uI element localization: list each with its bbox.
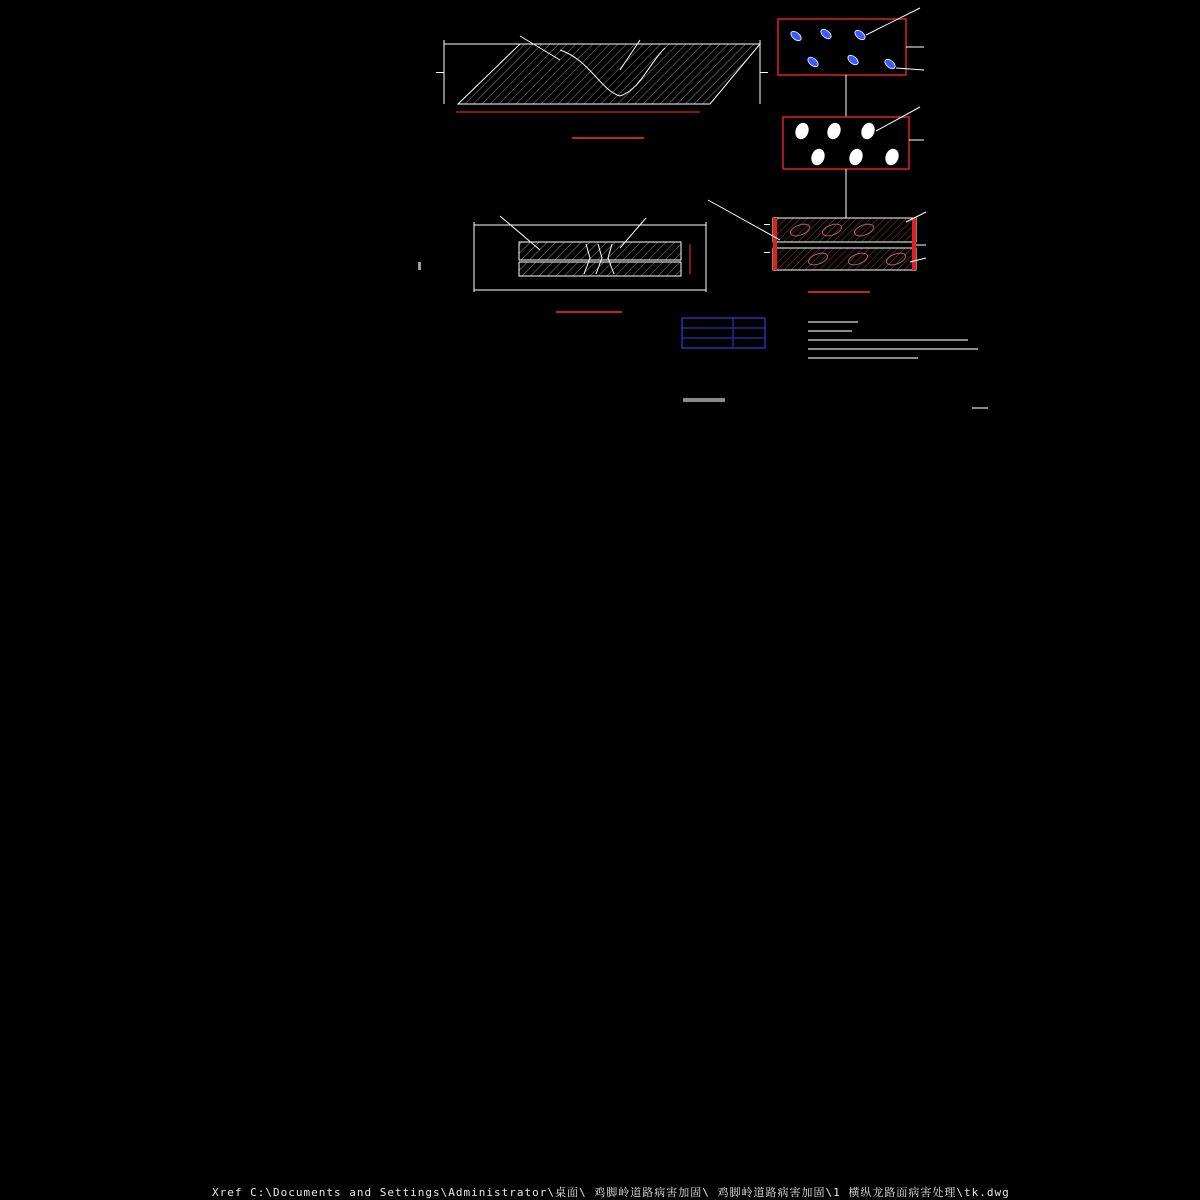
white-hole-5: [848, 147, 865, 166]
material-table: [682, 318, 765, 348]
step-3-right-cap: [912, 218, 916, 270]
step-1-frame: [778, 19, 906, 75]
step-3-slab-bottom: [773, 248, 916, 270]
blue-hole-5: [846, 53, 860, 66]
blue-hole-3: [853, 28, 867, 41]
xref-path-footer: Xref C:\Documents and Settings\Administrator\桌面\ 鸡脚岭道路病害加固\ 鸡脚岭道路病害加固\1 横纵龙路面病害处理\tk.dwg: [212, 1186, 1010, 1199]
step-3-leader-a: [708, 200, 780, 240]
step-1-panel: [778, 8, 924, 75]
drawing-number-stroke: [972, 407, 988, 409]
white-hole-3: [860, 121, 877, 140]
oblique-crack-view: [436, 36, 768, 138]
blue-hole-4: [806, 55, 820, 68]
view1-right-marker: [760, 72, 768, 73]
step-2-leader-a: [876, 107, 920, 131]
notes-line-4: [808, 348, 978, 350]
step-3-dim-left-2: [764, 252, 770, 253]
material-table-frame: [682, 318, 765, 348]
white-hole-4: [810, 147, 827, 166]
view1-left-marker: [436, 72, 444, 73]
step-1-leader-c: [896, 68, 924, 70]
side-mark: [418, 262, 421, 270]
longitudinal-crack-view: [418, 216, 706, 312]
white-hole-1: [794, 121, 811, 140]
step-2-panel: [783, 107, 924, 169]
view1-hatched-road: [458, 44, 760, 104]
step-3-left-cap: [773, 218, 777, 270]
blue-hole-2: [819, 27, 833, 40]
white-hole-2: [826, 121, 843, 140]
notes-block: [808, 321, 978, 359]
notes-line-1: [808, 321, 858, 323]
step-1-leader-a: [866, 8, 920, 35]
step-3-panel: [708, 200, 926, 292]
blue-hole-6: [883, 57, 897, 70]
blue-hole-1: [789, 29, 803, 42]
notes-line-2: [808, 330, 852, 332]
sheet-title-stroke: [683, 398, 725, 402]
step-3-dim-left: [764, 224, 770, 225]
step-3-slab-top: [773, 218, 916, 242]
notes-line-3: [808, 339, 968, 341]
notes-line-5: [808, 357, 918, 359]
white-hole-6: [884, 147, 901, 166]
